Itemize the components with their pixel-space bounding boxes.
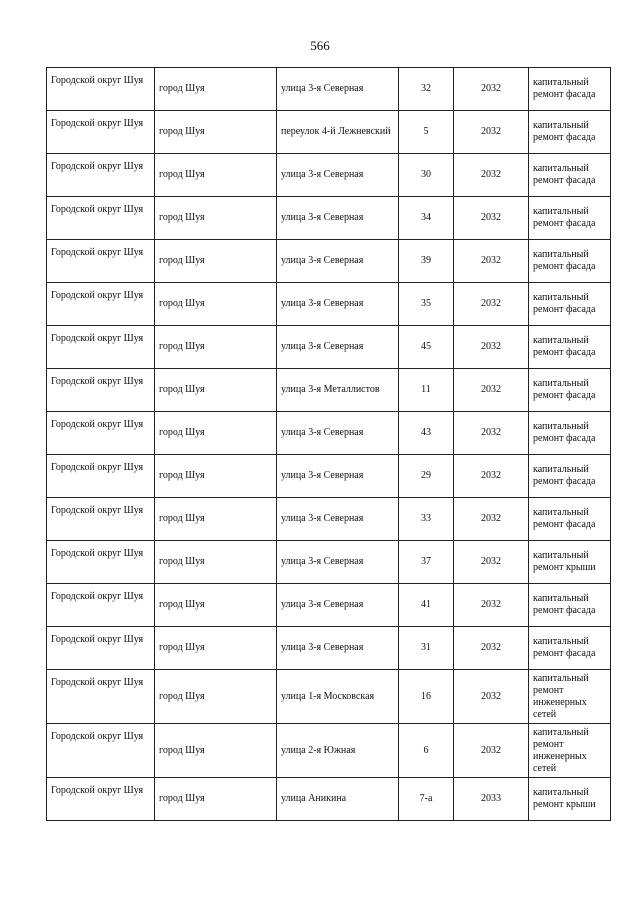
street-cell-text: улица 3-я Северная xyxy=(281,556,364,567)
house-number-cell xyxy=(399,498,454,541)
city-cell xyxy=(155,670,277,724)
district-cell xyxy=(47,412,155,455)
work-type-cell xyxy=(529,670,611,724)
district-cell-text: Городской округ Шуя xyxy=(51,731,144,742)
work-type-cell xyxy=(529,627,611,670)
house-number-cell-text: 7-а xyxy=(419,793,433,804)
street-cell-text: улица 3-я Северная xyxy=(281,169,364,180)
street-cell xyxy=(277,724,399,778)
work-type-cell-text: капитальный ремонт фасада xyxy=(533,249,596,272)
street-cell-text: улица 3-я Северная xyxy=(281,427,364,438)
table-row xyxy=(47,455,611,498)
year-cell xyxy=(454,369,529,412)
year-cell xyxy=(454,627,529,670)
city-cell xyxy=(155,240,277,283)
city-cell-text: город Шуя xyxy=(159,384,205,395)
work-type-cell-text: капитальный ремонт крыши xyxy=(533,550,596,573)
work-type-cell xyxy=(529,68,611,111)
year-cell-text: 2032 xyxy=(481,513,501,524)
work-type-cell-text: капитальный ремонт фасада xyxy=(533,335,596,358)
house-number-cell xyxy=(399,111,454,154)
house-number-cell xyxy=(399,627,454,670)
house-number-cell xyxy=(399,154,454,197)
district-cell xyxy=(47,240,155,283)
work-type-cell xyxy=(529,283,611,326)
table-row xyxy=(47,111,611,154)
year-cell xyxy=(454,584,529,627)
district-cell xyxy=(47,154,155,197)
district-cell-text: Городской округ Шуя xyxy=(51,548,144,559)
table-row xyxy=(47,778,611,821)
house-number-cell xyxy=(399,369,454,412)
district-cell-text: Городской округ Шуя xyxy=(51,376,144,387)
year-cell-text: 2032 xyxy=(481,556,501,567)
street-cell-text: улица 3-я Северная xyxy=(281,513,364,524)
city-cell-text: город Шуя xyxy=(159,169,205,180)
repair-schedule-table xyxy=(46,67,611,821)
table-row xyxy=(47,541,611,584)
work-type-cell-text: капитальный ремонт фасада xyxy=(533,507,596,530)
year-cell-text: 2032 xyxy=(481,744,501,756)
street-cell-text: улица 3-я Северная xyxy=(281,642,364,653)
house-number-cell-text: 43 xyxy=(421,427,431,438)
district-cell-text: Городской округ Шуя xyxy=(51,677,144,688)
house-number-cell-text: 41 xyxy=(421,599,431,610)
city-cell-text: город Шуя xyxy=(159,83,205,94)
year-cell-text: 2032 xyxy=(481,470,501,481)
year-cell xyxy=(454,197,529,240)
year-cell xyxy=(454,154,529,197)
city-cell-text: город Шуя xyxy=(159,513,205,524)
street-cell-text: улица 1-я Московская xyxy=(281,690,375,702)
house-number-cell-text: 34 xyxy=(421,212,431,223)
street-cell xyxy=(277,283,399,326)
district-cell xyxy=(47,627,155,670)
table-row xyxy=(47,369,611,412)
work-type-cell-text: капитальный ремонт фасада xyxy=(533,593,596,616)
page-number: 566 xyxy=(310,38,330,53)
year-cell-text: 2032 xyxy=(481,341,501,352)
city-cell-text: город Шуя xyxy=(159,793,205,804)
district-cell-text: Городской округ Шуя xyxy=(51,591,144,602)
city-cell xyxy=(155,498,277,541)
work-type-cell xyxy=(529,724,611,778)
house-number-cell xyxy=(399,283,454,326)
table-row xyxy=(47,154,611,197)
work-type-cell-text: капитальный ремонт инженерных сетей xyxy=(533,726,589,774)
work-type-cell-text: капитальный ремонт фасада xyxy=(533,120,596,143)
year-cell-text: 2032 xyxy=(481,255,501,266)
street-cell xyxy=(277,154,399,197)
district-cell-text: Городской округ Шуя xyxy=(51,290,144,301)
city-cell xyxy=(155,455,277,498)
table-row xyxy=(47,68,611,111)
year-cell-text: 2032 xyxy=(481,427,501,438)
house-number-cell-text: 29 xyxy=(421,470,431,481)
work-type-cell xyxy=(529,369,611,412)
city-cell-text: город Шуя xyxy=(159,255,205,266)
house-number-cell xyxy=(399,724,454,778)
house-number-cell xyxy=(399,240,454,283)
street-cell xyxy=(277,111,399,154)
street-cell xyxy=(277,68,399,111)
table-row xyxy=(47,627,611,670)
street-cell-text: улица 2-я Южная xyxy=(281,744,356,756)
house-number-cell xyxy=(399,541,454,584)
work-type-cell xyxy=(529,412,611,455)
table-row xyxy=(47,724,611,778)
street-cell-text: улица 3-я Северная xyxy=(281,341,364,352)
city-cell-text: город Шуя xyxy=(159,599,205,610)
year-cell-text: 2032 xyxy=(481,690,501,702)
district-cell xyxy=(47,369,155,412)
district-cell xyxy=(47,498,155,541)
district-cell-text: Городской округ Шуя xyxy=(51,161,144,172)
year-cell-text: 2032 xyxy=(481,126,501,137)
work-type-cell-text: капитальный ремонт фасада xyxy=(533,378,596,401)
house-number-cell xyxy=(399,197,454,240)
house-number-cell xyxy=(399,778,454,821)
house-number-cell xyxy=(399,68,454,111)
city-cell xyxy=(155,111,277,154)
district-cell-text: Городской округ Шуя xyxy=(51,333,144,344)
street-cell xyxy=(277,778,399,821)
city-cell-text: город Шуя xyxy=(159,642,205,653)
house-number-cell-text: 32 xyxy=(421,83,431,94)
street-cell xyxy=(277,240,399,283)
table-body xyxy=(47,68,611,821)
city-cell xyxy=(155,412,277,455)
year-cell xyxy=(454,240,529,283)
street-cell xyxy=(277,197,399,240)
district-cell xyxy=(47,670,155,724)
city-cell xyxy=(155,584,277,627)
house-number-cell-text: 39 xyxy=(421,255,431,266)
city-cell xyxy=(155,283,277,326)
street-cell xyxy=(277,584,399,627)
street-cell xyxy=(277,326,399,369)
city-cell-text: город Шуя xyxy=(159,298,205,309)
house-number-cell xyxy=(399,584,454,627)
district-cell xyxy=(47,778,155,821)
city-cell-text: город Шуя xyxy=(159,556,205,567)
district-cell-text: Городской округ Шуя xyxy=(51,505,144,516)
house-number-cell-text: 11 xyxy=(421,384,431,395)
house-number-cell xyxy=(399,455,454,498)
district-cell xyxy=(47,584,155,627)
year-cell-text: 2032 xyxy=(481,642,501,653)
street-cell-text: улица Аникина xyxy=(281,793,347,804)
district-cell-text: Городской округ Шуя xyxy=(51,75,144,86)
work-type-cell xyxy=(529,584,611,627)
table-row xyxy=(47,240,611,283)
city-cell-text: город Шуя xyxy=(159,126,205,137)
work-type-cell-text: капитальный ремонт фасада xyxy=(533,206,596,229)
year-cell xyxy=(454,326,529,369)
street-cell-text: улица 3-я Северная xyxy=(281,470,364,481)
work-type-cell xyxy=(529,778,611,821)
year-cell-text: 2033 xyxy=(481,793,501,804)
table-row xyxy=(47,670,611,724)
city-cell-text: город Шуя xyxy=(159,744,205,756)
street-cell xyxy=(277,412,399,455)
house-number-cell-text: 37 xyxy=(421,556,431,567)
house-number-cell xyxy=(399,412,454,455)
year-cell xyxy=(454,412,529,455)
house-number-cell-text: 16 xyxy=(421,690,431,702)
district-cell xyxy=(47,541,155,584)
year-cell xyxy=(454,778,529,821)
house-number-cell-text: 45 xyxy=(421,341,431,352)
work-type-cell xyxy=(529,240,611,283)
work-type-cell xyxy=(529,111,611,154)
year-cell-text: 2032 xyxy=(481,212,501,223)
year-cell xyxy=(454,498,529,541)
district-cell xyxy=(47,724,155,778)
work-type-cell-text: капитальный ремонт инженерных сетей xyxy=(533,672,589,720)
street-cell-text: переулок 4-й Лежневский xyxy=(281,126,391,137)
street-cell-text: улица 3-я Северная xyxy=(281,255,364,266)
street-cell-text: улица 3-я Металлистов xyxy=(281,384,380,395)
street-cell xyxy=(277,369,399,412)
street-cell xyxy=(277,498,399,541)
city-cell xyxy=(155,778,277,821)
city-cell xyxy=(155,326,277,369)
street-cell xyxy=(277,455,399,498)
year-cell-text: 2032 xyxy=(481,384,501,395)
year-cell xyxy=(454,670,529,724)
district-cell-text: Городской округ Шуя xyxy=(51,247,144,258)
work-type-cell xyxy=(529,197,611,240)
year-cell-text: 2032 xyxy=(481,599,501,610)
house-number-cell xyxy=(399,326,454,369)
work-type-cell xyxy=(529,326,611,369)
street-cell xyxy=(277,670,399,724)
year-cell xyxy=(454,455,529,498)
district-cell-text: Городской округ Шуя xyxy=(51,419,144,430)
year-cell xyxy=(454,111,529,154)
house-number-cell-text: 30 xyxy=(421,169,431,180)
work-type-cell-text: капитальный ремонт фасада xyxy=(533,464,596,487)
work-type-cell-text: капитальный ремонт крыши xyxy=(533,787,596,810)
street-cell xyxy=(277,541,399,584)
house-number-cell-text: 31 xyxy=(421,642,431,653)
district-cell-text: Городской округ Шуя xyxy=(51,118,144,129)
city-cell xyxy=(155,197,277,240)
district-cell xyxy=(47,455,155,498)
city-cell xyxy=(155,627,277,670)
year-cell xyxy=(454,724,529,778)
city-cell-text: город Шуя xyxy=(159,427,205,438)
district-cell xyxy=(47,283,155,326)
city-cell xyxy=(155,724,277,778)
year-cell-text: 2032 xyxy=(481,169,501,180)
district-cell xyxy=(47,326,155,369)
city-cell-text: город Шуя xyxy=(159,212,205,223)
work-type-cell-text: капитальный ремонт фасада xyxy=(533,77,596,100)
table-row xyxy=(47,283,611,326)
work-type-cell-text: капитальный ремонт фасада xyxy=(533,636,596,659)
work-type-cell xyxy=(529,455,611,498)
street-cell-text: улица 3-я Северная xyxy=(281,212,364,223)
year-cell xyxy=(454,283,529,326)
work-type-cell-text: капитальный ремонт фасада xyxy=(533,163,596,186)
street-cell-text: улица 3-я Северная xyxy=(281,298,364,309)
city-cell xyxy=(155,154,277,197)
house-number-cell-text: 5 xyxy=(423,126,429,137)
table-row xyxy=(47,197,611,240)
work-type-cell xyxy=(529,498,611,541)
district-cell xyxy=(47,68,155,111)
house-number-cell-text: 33 xyxy=(421,513,431,524)
street-cell xyxy=(277,627,399,670)
street-cell-text: улица 3-я Северная xyxy=(281,599,364,610)
house-number-cell-text: 6 xyxy=(423,744,429,756)
work-type-cell-text: капитальный ремонт фасада xyxy=(533,421,596,444)
district-cell-text: Городской округ Шуя xyxy=(51,462,144,473)
city-cell xyxy=(155,68,277,111)
city-cell-text: город Шуя xyxy=(159,341,205,352)
table-row xyxy=(47,326,611,369)
year-cell-text: 2032 xyxy=(481,298,501,309)
table-row xyxy=(47,412,611,455)
work-type-cell xyxy=(529,541,611,584)
district-cell-text: Городской округ Шуя xyxy=(51,204,144,215)
house-number-cell xyxy=(399,670,454,724)
city-cell-text: город Шуя xyxy=(159,470,205,481)
district-cell xyxy=(47,111,155,154)
table-row xyxy=(47,498,611,541)
district-cell-text: Городской округ Шуя xyxy=(51,634,144,645)
table-row xyxy=(47,584,611,627)
work-type-cell-text: капитальный ремонт фасада xyxy=(533,292,596,315)
year-cell xyxy=(454,541,529,584)
work-type-cell xyxy=(529,154,611,197)
city-cell-text: город Шуя xyxy=(159,690,205,702)
year-cell-text: 2032 xyxy=(481,83,501,94)
city-cell xyxy=(155,541,277,584)
city-cell xyxy=(155,369,277,412)
district-cell xyxy=(47,197,155,240)
street-cell-text: улица 3-я Северная xyxy=(281,83,364,94)
house-number-cell-text: 35 xyxy=(421,298,431,309)
district-cell-text: Городской округ Шуя xyxy=(51,785,144,796)
year-cell xyxy=(454,68,529,111)
